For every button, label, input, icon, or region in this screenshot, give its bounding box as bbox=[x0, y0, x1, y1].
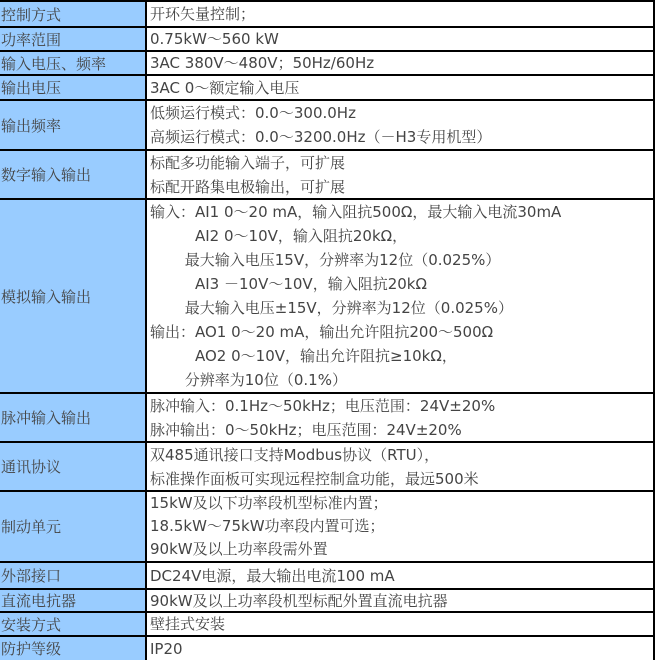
spec-line: 脉冲输入：0.1Hz～50kHz；电压范围：24V±20% bbox=[150, 396, 496, 415]
spec-line: 15kW及以下功率段机型标准内置； bbox=[150, 494, 388, 512]
table-row bbox=[0, 613, 653, 637]
table-row bbox=[0, 563, 653, 590]
table-row bbox=[0, 394, 653, 443]
table-row bbox=[0, 52, 653, 76]
spec-label: 输出电压 bbox=[0, 76, 147, 99]
spec-value bbox=[147, 2, 653, 26]
table-row bbox=[0, 151, 653, 200]
spec-label: 外部接口 bbox=[0, 563, 147, 588]
spec-line: DC24V电源，最大输出电流100 mA bbox=[150, 566, 395, 585]
spec-value bbox=[147, 101, 653, 149]
spec-line: 90kW及以上功率段机型标配外置直流电抗器 bbox=[150, 591, 448, 610]
spec-label: 防护等级 bbox=[0, 637, 147, 660]
spec-line: 输入：AI1 0～20 mA，输入阻抗500Ω，最大输入电流30mA bbox=[150, 203, 562, 221]
table-row bbox=[0, 2, 653, 28]
spec-value bbox=[147, 563, 653, 588]
spec-line: 高频运行模式：0.0～3200.0Hz（－H3专用机型） bbox=[150, 128, 492, 146]
spec-line: 脉冲输出：0～50kHz；电压范围：24V±20% bbox=[150, 420, 462, 439]
spec-line: 18.5kW～75kW功率段内置可选； bbox=[150, 517, 385, 535]
spec-line: 双485通讯接口支持Modbus协议（RTU）， bbox=[150, 445, 440, 464]
spec-label: 数字输入输出 bbox=[0, 151, 147, 198]
table-row bbox=[0, 200, 653, 394]
spec-label: 通讯协议 bbox=[0, 443, 147, 490]
spec-value bbox=[147, 637, 653, 660]
spec-value bbox=[147, 28, 653, 50]
spec-line: 3AC 380V～480V；50Hz/60Hz bbox=[150, 54, 375, 72]
spec-line: AI3 －10V～10V，输入阻抗20kΩ bbox=[150, 275, 427, 293]
table-row bbox=[0, 443, 653, 492]
table-row bbox=[0, 492, 653, 563]
spec-value bbox=[147, 200, 653, 392]
spec-value bbox=[147, 76, 653, 99]
spec-value bbox=[147, 492, 653, 561]
spec-line: 标准操作面板可实现远程控制盒功能，最远500米 bbox=[150, 469, 479, 488]
spec-label: 安装方式 bbox=[0, 613, 147, 635]
spec-line: 输出：AO1 0～20 mA，输出允许阻抗200～500Ω bbox=[150, 323, 494, 341]
spec-value bbox=[147, 151, 653, 198]
spec-value bbox=[147, 613, 653, 635]
table-row bbox=[0, 637, 653, 660]
table-row bbox=[0, 590, 653, 613]
spec-line: 标配多功能输入端子，可扩展 bbox=[150, 153, 346, 172]
spec-line: IP20 bbox=[150, 639, 183, 658]
spec-line: 开环矢量控制； bbox=[150, 5, 256, 23]
table-row bbox=[0, 76, 653, 101]
spec-value bbox=[147, 394, 653, 441]
spec-label: 控制方式 bbox=[0, 2, 147, 26]
spec-label: 制动单元 bbox=[0, 492, 147, 561]
spec-line: 壁挂式安装 bbox=[150, 615, 226, 633]
spec-line: AI2 0～10V，输入阻抗20kΩ， bbox=[150, 227, 408, 245]
spec-value bbox=[147, 443, 653, 490]
table-row bbox=[0, 28, 653, 52]
spec-line: 90kW及以上功率段需外置 bbox=[150, 540, 328, 558]
spec-label: 输出频率 bbox=[0, 101, 147, 149]
spec-label: 直流电抗器 bbox=[0, 590, 147, 611]
spec-line: 低频运行模式：0.0～300.0Hz bbox=[150, 104, 356, 122]
spec-line: 0.75kW～560 kW bbox=[150, 30, 279, 48]
spec-label: 模拟输入输出 bbox=[0, 200, 147, 392]
spec-value bbox=[147, 590, 653, 611]
spec-label: 功率范围 bbox=[0, 28, 147, 50]
spec-line: 最大输入电压±15V，分辨率为12位（0.025%） bbox=[150, 299, 513, 317]
spec-label: 输入电压、频率 bbox=[0, 52, 147, 74]
table-row bbox=[0, 101, 653, 151]
spec-line: 最大输入电压15V，分辨率为12位（0.025%） bbox=[150, 251, 501, 269]
spec-line: 标配开路集电极输出，可扩展 bbox=[150, 177, 346, 196]
spec-line: 分辨率为10位（0.1%） bbox=[150, 371, 347, 389]
spec-line: 3AC 0～额定输入电压 bbox=[150, 78, 300, 97]
spec-line: AO2 0～10V，输出允许阻抗≥10kΩ， bbox=[150, 347, 457, 365]
spec-value bbox=[147, 52, 653, 74]
spec-label: 脉冲输入输出 bbox=[0, 394, 147, 441]
